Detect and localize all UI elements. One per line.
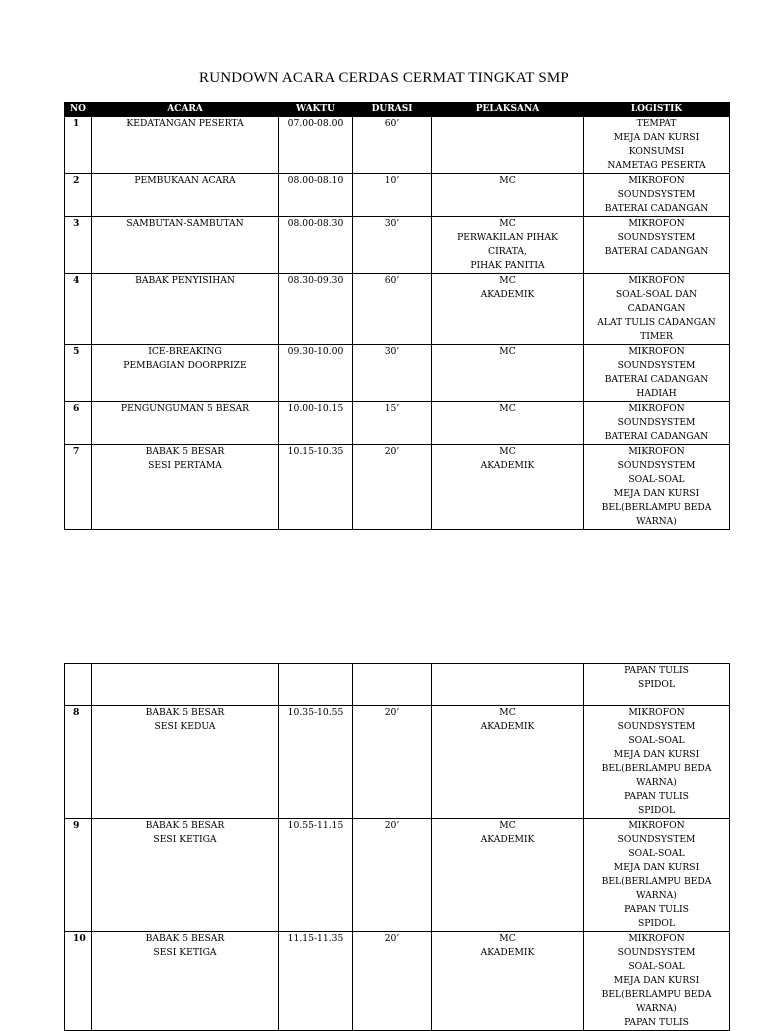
cell-acara: PEMBUKAAN ACARA xyxy=(92,174,279,217)
cell-no: 5 xyxy=(65,345,92,402)
table-row xyxy=(65,174,730,217)
table-row xyxy=(65,706,730,819)
cell-durasi: 15’ xyxy=(353,402,432,445)
cell-pelaksana: MC AKADEMIK xyxy=(432,274,584,345)
table-row xyxy=(65,819,730,932)
cell-logistik: MIKROFON SOUNDSYSTEM BATERAI CADANGAN xyxy=(584,217,730,274)
cell-durasi: 30’ xyxy=(353,217,432,274)
cell-durasi: 30’ xyxy=(353,345,432,402)
table-row xyxy=(65,932,730,1031)
cell-acara: SAMBUTAN-SAMBUTAN xyxy=(92,217,279,274)
cell-waktu: 08.00-08.10 xyxy=(279,174,353,217)
cell-waktu: 10.00-10.15 xyxy=(279,402,353,445)
header-durasi: DURASI xyxy=(353,103,432,117)
cell-no: 1 xyxy=(65,117,92,174)
header-acara: ACARA xyxy=(92,103,279,117)
rundown-table-part-2 xyxy=(64,663,730,1031)
cell-waktu: 10.35-10.55 xyxy=(279,706,353,819)
cell-pelaksana: MC AKADEMIK xyxy=(432,932,584,1031)
cell-pelaksana: MC AKADEMIK xyxy=(432,445,584,530)
table-row xyxy=(65,402,730,445)
cell-logistik: MIKROFON SOUNDSYSTEM SOAL-SOAL MEJA DAN KURSI BEL(BERLAMPU BEDA WARNA) PAPAN TULIS SPIDOL xyxy=(584,706,730,819)
cell-acara: PENGUNGUMAN 5 BESAR xyxy=(92,402,279,445)
rundown-table-part-1 xyxy=(64,102,730,530)
cell-waktu: 10.55-11.15 xyxy=(279,819,353,932)
cell-logistik: MIKROFON SOUNDSYSTEM BATERAI CADANGAN xyxy=(584,174,730,217)
cell-waktu: 08.00-08.30 xyxy=(279,217,353,274)
cell-durasi: 20’ xyxy=(353,819,432,932)
cell-pelaksana xyxy=(432,664,584,706)
cell-pelaksana: MC xyxy=(432,402,584,445)
cell-no: 3 xyxy=(65,217,92,274)
cell-waktu: 08.30-09.30 xyxy=(279,274,353,345)
cell-acara: ICE-BREAKING PEMBAGIAN DOORPRIZE xyxy=(92,345,279,402)
cell-logistik: PAPAN TULIS SPIDOL xyxy=(584,664,730,706)
cell-acara: KEDATANGAN PESERTA xyxy=(92,117,279,174)
cell-durasi: 20’ xyxy=(353,932,432,1031)
table-row xyxy=(65,274,730,345)
cell-acara xyxy=(92,664,279,706)
table-row xyxy=(65,445,730,530)
cell-pelaksana: MC PERWAKILAN PIHAK CIRATA, PIHAK PANITIA xyxy=(432,217,584,274)
cell-pelaksana: MC AKADEMIK xyxy=(432,819,584,932)
cell-pelaksana: MC xyxy=(432,345,584,402)
cell-durasi xyxy=(353,664,432,706)
cell-acara: BABAK 5 BESAR SESI KETIGA xyxy=(92,932,279,1031)
cell-durasi: 10’ xyxy=(353,174,432,217)
cell-no: 2 xyxy=(65,174,92,217)
header-no: NO xyxy=(65,103,92,117)
cell-no: 6 xyxy=(65,402,92,445)
cell-pelaksana: MC xyxy=(432,174,584,217)
cell-logistik: MIKROFON SOUNDSYSTEM SOAL-SOAL MEJA DAN KURSI BEL(BERLAMPU BEDA WARNA) xyxy=(584,445,730,530)
cell-logistik: MIKROFON SOAL-SOAL DAN CADANGAN ALAT TULIS CADANGAN TIMER xyxy=(584,274,730,345)
header-waktu: WAKTU xyxy=(279,103,353,117)
cell-waktu: 07.00-08.00 xyxy=(279,117,353,174)
cell-durasi: 20’ xyxy=(353,706,432,819)
cell-acara: BABAK 5 BESAR SESI PERTAMA xyxy=(92,445,279,530)
cell-waktu: 11.15-11.35 xyxy=(279,932,353,1031)
cell-logistik: MIKROFON SOUNDSYSTEM SOAL-SOAL MEJA DAN KURSI BEL(BERLAMPU BEDA WARNA) PAPAN TULIS xyxy=(584,932,730,1031)
cell-acara: BABAK 5 BESAR SESI KEDUA xyxy=(92,706,279,819)
cell-no: 9 xyxy=(65,819,92,932)
cell-waktu xyxy=(279,664,353,706)
table-header-row xyxy=(65,103,730,117)
cell-acara: BABAK PENYISIHAN xyxy=(92,274,279,345)
header-pelaksana: PELAKSANA xyxy=(432,103,584,117)
document-title: RUNDOWN ACARA CERDAS CERMAT TINGKAT SMP xyxy=(199,70,569,86)
table-row xyxy=(65,664,730,706)
cell-durasi: 20’ xyxy=(353,445,432,530)
cell-pelaksana xyxy=(432,117,584,174)
cell-logistik: MIKROFON SOUNDSYSTEM SOAL-SOAL MEJA DAN KURSI BEL(BERLAMPU BEDA WARNA) PAPAN TULIS SPIDOL xyxy=(584,819,730,932)
cell-logistik: MIKROFON SOUNDSYSTEM BATERAI CADANGAN HADIAH xyxy=(584,345,730,402)
cell-durasi: 60’ xyxy=(353,117,432,174)
cell-no xyxy=(65,664,92,706)
cell-logistik: MIKROFON SOUNDSYSTEM BATERAI CADANGAN xyxy=(584,402,730,445)
cell-waktu: 10.15-10.35 xyxy=(279,445,353,530)
cell-no: 10 xyxy=(65,932,92,1031)
cell-no: 7 xyxy=(65,445,92,530)
cell-no: 4 xyxy=(65,274,92,345)
cell-durasi: 60’ xyxy=(353,274,432,345)
cell-pelaksana: MC AKADEMIK xyxy=(432,706,584,819)
header-logistik: LOGISTIK xyxy=(584,103,730,117)
table-row xyxy=(65,117,730,174)
cell-no: 8 xyxy=(65,706,92,819)
cell-waktu: 09.30-10.00 xyxy=(279,345,353,402)
cell-acara: BABAK 5 BESAR SESI KETIGA xyxy=(92,819,279,932)
table-row xyxy=(65,217,730,274)
table-row xyxy=(65,345,730,402)
cell-logistik: TEMPAT MEJA DAN KURSI KONSUMSI NAMETAG PESERTA xyxy=(584,117,730,174)
